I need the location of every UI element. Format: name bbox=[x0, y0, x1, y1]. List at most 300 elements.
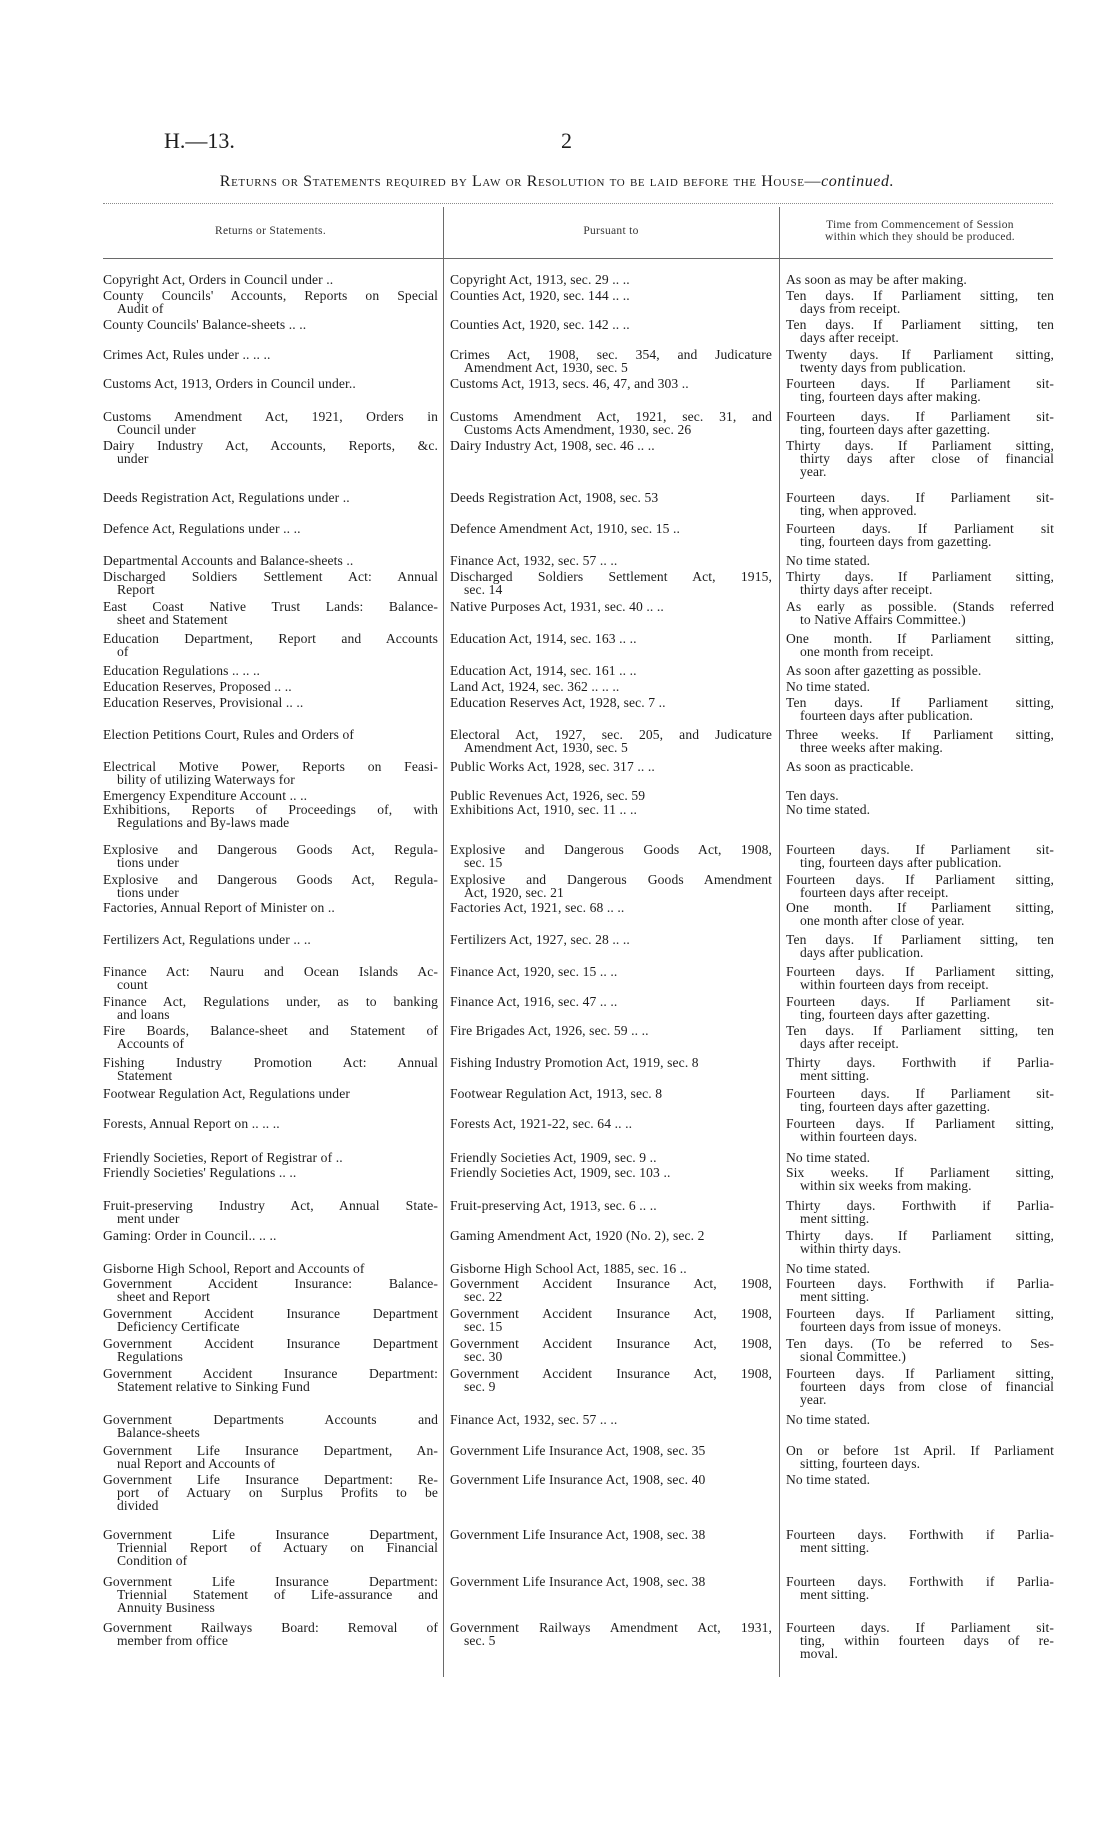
returns-cell bbox=[103, 273, 438, 286]
cell-line: No time stated. bbox=[786, 1261, 871, 1276]
time-cell bbox=[786, 377, 1054, 403]
cell-line: Dairy Industry Act, 1908, sec. 46 .. .. bbox=[450, 438, 655, 453]
cell-line: Government Life Insurance Department: bbox=[103, 1574, 438, 1589]
returns-cell bbox=[103, 965, 438, 991]
pursuant-cell bbox=[450, 600, 772, 613]
returns-cell bbox=[103, 570, 438, 596]
time-cell bbox=[786, 1367, 1054, 1407]
returns-cell bbox=[103, 1199, 438, 1225]
pursuant-cell bbox=[450, 348, 772, 374]
cell-line: sec. 30 bbox=[464, 1349, 503, 1365]
time-cell bbox=[786, 995, 1054, 1021]
cell-line: within fourteen days. bbox=[800, 1129, 918, 1145]
time-cell bbox=[786, 1473, 1054, 1486]
cell-line: sec. 15 bbox=[464, 1319, 503, 1335]
time-cell bbox=[786, 1117, 1054, 1143]
cell-line: three weeks after making. bbox=[800, 740, 943, 756]
cell-line: ment sitting. bbox=[800, 1587, 870, 1603]
pursuant-cell bbox=[450, 1117, 772, 1130]
cell-line: Explosive and Dangerous Goods Act, 1908, bbox=[450, 842, 772, 857]
cell-line: Fertilizers Act, Regulations under .. .. bbox=[103, 932, 311, 947]
cell-line: Triennial Statement of Life-assurance and bbox=[117, 1587, 438, 1603]
returns-cell bbox=[103, 377, 438, 390]
returns-cell bbox=[103, 1307, 438, 1333]
returns-cell bbox=[103, 600, 438, 626]
cell-line: Dairy Industry Act, Accounts, Reports, &c. bbox=[103, 438, 438, 453]
cell-line: ting, fourteen days after gazetting. bbox=[800, 1099, 991, 1115]
cell-line: Public Revenues Act, 1926, sec. 59 bbox=[450, 788, 646, 803]
cell-line: Emergency Expenditure Account .. .. bbox=[103, 788, 308, 803]
cell-line: Crimes Act, Rules under .. .. .. bbox=[103, 347, 271, 362]
cell-line: Finance Act: Nauru and Ocean Islands Ac- bbox=[103, 964, 438, 979]
time-cell bbox=[786, 1277, 1054, 1303]
time-cell bbox=[786, 632, 1054, 658]
returns-cell bbox=[103, 632, 438, 658]
pursuant-cell bbox=[450, 1307, 772, 1333]
pursuant-cell bbox=[450, 873, 772, 899]
cell-line: days after receipt. bbox=[800, 330, 899, 346]
returns-cell bbox=[103, 1528, 438, 1568]
cell-line: No time stated. bbox=[786, 1150, 871, 1165]
cell-line: Fourteen days. If Parliament sit bbox=[786, 521, 1054, 536]
returns-cell bbox=[103, 289, 438, 315]
pursuant-cell bbox=[450, 680, 772, 693]
cell-line: Customs Act, 1913, Orders in Council under.. bbox=[103, 376, 356, 391]
cell-line: Fishing Industry Promotion Act, 1919, sec. 8 bbox=[450, 1055, 699, 1070]
cell-line: tions under bbox=[117, 885, 179, 901]
cell-line: Customs Acts Amendment, 1930, sec. 26 bbox=[464, 422, 692, 438]
cell-line: Finance Act, 1916, sec. 47 .. .. bbox=[450, 994, 618, 1009]
returns-cell bbox=[103, 1575, 438, 1615]
cell-line: Education Act, 1914, sec. 163 .. .. bbox=[450, 631, 637, 646]
cell-line: Explosive and Dangerous Goods Amendment bbox=[450, 872, 772, 887]
pursuant-cell bbox=[450, 1444, 772, 1457]
cell-line: Fire Boards, Balance-sheet and Statement of bbox=[103, 1023, 438, 1038]
cell-line: Copyright Act, Orders in Council under .. bbox=[103, 272, 334, 287]
cell-line: fourteen days after publication. bbox=[800, 708, 974, 724]
pursuant-cell bbox=[450, 522, 772, 535]
cell-line: member from office bbox=[117, 1633, 229, 1649]
time-cell bbox=[786, 273, 1054, 286]
cell-line: ment sitting. bbox=[800, 1289, 870, 1305]
cell-line: East Coast Native Trust Lands: Balance- bbox=[103, 599, 438, 614]
cell-line: No time stated. bbox=[786, 1472, 871, 1487]
time-cell bbox=[786, 1621, 1054, 1661]
cell-line: Fourteen days. If Parliament sit- bbox=[786, 376, 1054, 391]
cell-line: Forests Act, 1921-22, sec. 64 .. .. bbox=[450, 1116, 633, 1131]
cell-line: Government Life Insurance Act, 1908, sec. 38 bbox=[450, 1574, 706, 1589]
page-title-main: Returns or Statements required by Law or Resolution to be laid before the House— bbox=[219, 173, 822, 190]
column-header-pursuant: Pursuant to bbox=[583, 225, 639, 237]
cell-line: Thirty days. If Parliament sitting, bbox=[786, 438, 1054, 453]
cell-line: fourteen days after receipt. bbox=[800, 885, 949, 901]
cell-line: Fourteen days. If Parliament sitting, bbox=[786, 1116, 1054, 1131]
returns-cell bbox=[103, 696, 438, 709]
cell-line: No time stated. bbox=[786, 802, 871, 817]
time-cell bbox=[786, 843, 1054, 869]
cell-line: Friendly Societies Act, 1909, sec. 103 .. bbox=[450, 1165, 671, 1180]
time-cell bbox=[786, 1528, 1054, 1554]
cell-line: ting, fourteen days from gazetting. bbox=[800, 534, 992, 550]
cell-line: Regulations bbox=[117, 1349, 184, 1365]
cell-line: Departmental Accounts and Balance-sheets .. bbox=[103, 553, 354, 568]
cell-line: On or before 1st April. If Parliament bbox=[786, 1443, 1054, 1458]
cell-line: thirty days after close of financial bbox=[800, 451, 1054, 467]
pursuant-cell bbox=[450, 1575, 772, 1588]
time-cell bbox=[786, 789, 1054, 802]
cell-line: Thirty days. If Parliament sitting, bbox=[786, 1228, 1054, 1243]
cell-line: ting, fourteen days after making. bbox=[800, 389, 981, 405]
cell-line: Finance Act, 1932, sec. 57 .. .. bbox=[450, 1412, 618, 1427]
cell-line: Government Accident Insurance: Balance- bbox=[103, 1276, 438, 1291]
cell-line: to Native Affairs Committee.) bbox=[800, 612, 966, 628]
time-cell bbox=[786, 901, 1054, 927]
cell-line: Accounts of bbox=[117, 1036, 185, 1052]
time-cell bbox=[786, 664, 1054, 677]
cell-line: Act, 1920, sec. 21 bbox=[464, 885, 564, 901]
cell-line: Exhibitions, Reports of Proceedings of, with bbox=[103, 802, 438, 817]
cell-line: Statement relative to Sinking Fund bbox=[117, 1379, 310, 1395]
time-cell bbox=[786, 1166, 1054, 1192]
cell-line: Council under bbox=[117, 422, 196, 438]
pursuant-cell bbox=[450, 728, 772, 754]
cell-line: sitting, fourteen days. bbox=[800, 1456, 921, 1472]
cell-line: Education Act, 1914, sec. 161 .. .. bbox=[450, 663, 637, 678]
pursuant-cell bbox=[450, 789, 772, 802]
pursuant-cell bbox=[450, 554, 772, 567]
time-cell bbox=[786, 728, 1054, 754]
time-cell bbox=[786, 570, 1054, 596]
cell-line: Ten days. If Parliament sitting, ten bbox=[786, 1023, 1054, 1038]
cell-line: bility of utilizing Waterways for bbox=[117, 772, 295, 788]
cell-line: Deeds Registration Act, Regulations under .. bbox=[103, 490, 350, 505]
cell-line: Statement bbox=[117, 1068, 173, 1084]
cell-line: divided bbox=[117, 1498, 159, 1514]
returns-cell bbox=[103, 1262, 438, 1275]
time-cell bbox=[786, 1229, 1054, 1255]
cell-line: Customs Amendment Act, 1921, Orders in bbox=[103, 409, 438, 424]
cell-line: Government Life Insurance Act, 1908, sec. 40 bbox=[450, 1472, 706, 1487]
pursuant-cell bbox=[450, 289, 772, 302]
cell-line: Counties Act, 1920, sec. 144 .. .. bbox=[450, 288, 630, 303]
pursuant-cell bbox=[450, 1337, 772, 1363]
cell-line: Government Railways Board: Removal of bbox=[103, 1620, 438, 1635]
cell-line: fourteen days from issue of moneys. bbox=[800, 1319, 1002, 1335]
returns-cell bbox=[103, 995, 438, 1021]
cell-line: days after receipt. bbox=[800, 1036, 899, 1052]
cell-line: ment sitting. bbox=[800, 1540, 870, 1556]
cell-line: nual Report and Accounts of bbox=[117, 1456, 276, 1472]
returns-cell bbox=[103, 901, 438, 914]
cell-line: Customs Act, 1913, secs. 46, 47, and 303 .. bbox=[450, 376, 689, 391]
cell-line: Fourteen days. If Parliament sitting, bbox=[786, 964, 1054, 979]
cell-line: one month from receipt. bbox=[800, 644, 934, 660]
page-title bbox=[0, 173, 1114, 191]
cell-line: Fishing Industry Promotion Act: Annual bbox=[103, 1055, 438, 1070]
cell-line: Government Accident Insurance Act, 1908, bbox=[450, 1276, 772, 1291]
cell-line: year. bbox=[800, 1392, 827, 1408]
cell-line: Ten days. If Parliament sitting, ten bbox=[786, 932, 1054, 947]
column-divider-2 bbox=[779, 207, 780, 1677]
cell-line: Government Accident Insurance Department bbox=[103, 1336, 438, 1351]
returns-cell bbox=[103, 760, 438, 786]
pursuant-cell bbox=[450, 1229, 772, 1242]
returns-cell bbox=[103, 1229, 438, 1242]
cell-line: tions under bbox=[117, 855, 179, 871]
pursuant-cell bbox=[450, 1151, 772, 1164]
cell-line: Government Accident Insurance Act, 1908, bbox=[450, 1336, 772, 1351]
cell-line: Ten days. bbox=[786, 788, 839, 803]
pursuant-cell bbox=[450, 377, 772, 390]
cell-line: Exhibitions Act, 1910, sec. 11 .. .. bbox=[450, 802, 637, 817]
cell-line: Education Reserves, Proposed .. .. bbox=[103, 679, 292, 694]
cell-line: One month. If Parliament sitting, bbox=[786, 900, 1054, 915]
pursuant-cell bbox=[450, 491, 772, 504]
column-divider-1 bbox=[443, 207, 444, 1677]
pursuant-cell bbox=[450, 1277, 772, 1303]
time-cell bbox=[786, 410, 1054, 436]
cell-line: Government Accident Insurance Act, 1908, bbox=[450, 1306, 772, 1321]
cell-line: Fourteen days. If Parliament sit- bbox=[786, 1086, 1054, 1101]
pursuant-cell bbox=[450, 1367, 772, 1393]
returns-cell bbox=[103, 1444, 438, 1470]
cell-line: As soon as may be after making. bbox=[786, 272, 967, 287]
cell-line: Friendly Societies' Regulations .. .. bbox=[103, 1165, 297, 1180]
pursuant-cell bbox=[450, 1473, 772, 1486]
cell-line: Education Reserves, Provisional .. .. bbox=[103, 695, 304, 710]
cell-line: Government Life Insurance Department, An- bbox=[103, 1443, 438, 1458]
pursuant-cell bbox=[450, 995, 772, 1008]
pursuant-cell bbox=[450, 1056, 772, 1069]
cell-line: days from receipt. bbox=[800, 301, 901, 317]
returns-cell bbox=[103, 680, 438, 693]
cell-line: Fourteen days. If Parliament sitting, bbox=[786, 872, 1054, 887]
returns-cell bbox=[103, 1473, 438, 1513]
time-cell bbox=[786, 522, 1054, 548]
column-header-returns: Returns or Statements. bbox=[214, 225, 327, 237]
pursuant-cell bbox=[450, 439, 772, 452]
returns-cell bbox=[103, 843, 438, 869]
cell-line: ting, fourteen days after gazetting. bbox=[800, 1007, 991, 1023]
returns-cell bbox=[103, 1117, 438, 1130]
pursuant-cell bbox=[450, 1621, 772, 1647]
cell-line: ting, fourteen days after publication. bbox=[800, 855, 1002, 871]
cell-line: within six weeks from making. bbox=[800, 1178, 972, 1194]
cell-line: Fourteen days. If Parliament sit- bbox=[786, 490, 1054, 505]
pursuant-cell bbox=[450, 696, 772, 709]
cell-line: Amendment Act, 1930, sec. 5 bbox=[464, 360, 628, 376]
time-cell bbox=[786, 439, 1054, 479]
cell-line: As soon after gazetting as possible. bbox=[786, 663, 982, 678]
cell-line: Government Departments Accounts and bbox=[103, 1412, 438, 1427]
cell-line: sheet and Report bbox=[117, 1289, 210, 1305]
pursuant-cell bbox=[450, 273, 772, 286]
cell-line: Ten days. If Parliament sitting, ten bbox=[786, 317, 1054, 332]
cell-line: Annuity Business bbox=[117, 1600, 215, 1616]
page-number: 2 bbox=[561, 128, 572, 153]
cell-line: Land Act, 1924, sec. 362 .. .. .. bbox=[450, 679, 620, 694]
cell-line: No time stated. bbox=[786, 553, 871, 568]
time-cell bbox=[786, 1262, 1054, 1275]
time-cell bbox=[786, 1444, 1054, 1470]
cell-line: Fourteen days. Forthwith if Parlia- bbox=[786, 1527, 1054, 1542]
cell-line: Three weeks. If Parliament sitting, bbox=[786, 727, 1054, 742]
cell-line: Explosive and Dangerous Goods Act, Regula- bbox=[103, 842, 438, 857]
time-cell bbox=[786, 600, 1054, 626]
returns-cell bbox=[103, 1277, 438, 1303]
cell-line: Audit of bbox=[117, 301, 164, 317]
cell-line: Friendly Societies, Report of Registrar of .. bbox=[103, 1150, 343, 1165]
cell-line: Footwear Regulation Act, 1913, sec. 8 bbox=[450, 1086, 663, 1101]
cell-line: port of Actuary on Surplus Profits to be bbox=[117, 1485, 438, 1501]
cell-line: ment sitting. bbox=[800, 1068, 870, 1084]
cell-line: County Councils' Balance-sheets .. .. bbox=[103, 317, 307, 332]
returns-cell bbox=[103, 522, 438, 535]
cell-line: Thirty days. Forthwith if Parlia- bbox=[786, 1198, 1054, 1213]
time-cell bbox=[786, 1337, 1054, 1363]
cell-line: within thirty days. bbox=[800, 1241, 902, 1257]
cell-line: fourteen days from close of financial bbox=[800, 1379, 1054, 1395]
cell-line: Native Purposes Act, 1931, sec. 40 .. .. bbox=[450, 599, 664, 614]
returns-cell bbox=[103, 1367, 438, 1393]
column-header-time bbox=[786, 219, 1054, 243]
time-cell bbox=[786, 348, 1054, 374]
cell-line: Condition of bbox=[117, 1553, 188, 1569]
cell-line: One month. If Parliament sitting, bbox=[786, 631, 1054, 646]
cell-line: Crimes Act, 1908, sec. 354, and Judicature bbox=[450, 347, 772, 362]
cell-line: Finance Act, 1932, sec. 57 .. .. bbox=[450, 553, 618, 568]
cell-line: Education Reserves Act, 1928, sec. 7 .. bbox=[450, 695, 666, 710]
cell-line: thirty days after receipt. bbox=[800, 582, 933, 598]
cell-line: No time stated. bbox=[786, 1412, 871, 1427]
cell-line: sec. 14 bbox=[464, 582, 503, 598]
time-cell bbox=[786, 680, 1054, 693]
cell-line: Report bbox=[117, 582, 155, 598]
cell-line: As early as possible. (Stands referred bbox=[786, 599, 1054, 614]
cell-line: Government Life Insurance Act, 1908, sec. 38 bbox=[450, 1527, 706, 1542]
cell-line: Ten days. (To be referred to Ses- bbox=[786, 1336, 1054, 1351]
pursuant-cell bbox=[450, 1166, 772, 1179]
cell-line: Government Accident Insurance Department: bbox=[103, 1366, 438, 1381]
cell-line: Regulations and By-laws made bbox=[117, 815, 290, 831]
cell-line: Factories, Annual Report of Minister on .. bbox=[103, 900, 335, 915]
pursuant-cell bbox=[450, 803, 772, 816]
cell-line: Factories Act, 1921, sec. 68 .. .. bbox=[450, 900, 625, 915]
column-header-time-line2: within which they should be produced. bbox=[825, 231, 1015, 243]
returns-cell bbox=[103, 933, 438, 946]
cell-line: Amendment Act, 1930, sec. 5 bbox=[464, 740, 628, 756]
cell-line: Finance Act, Regulations under, as to banking bbox=[103, 994, 438, 1009]
time-cell bbox=[786, 965, 1054, 991]
pursuant-cell bbox=[450, 901, 772, 914]
returns-cell bbox=[103, 1087, 438, 1100]
pursuant-cell bbox=[450, 843, 772, 869]
returns-cell bbox=[103, 410, 438, 436]
cell-line: ting, fourteen days after gazetting. bbox=[800, 422, 991, 438]
returns-cell bbox=[103, 1621, 438, 1647]
cell-line: Discharged Soldiers Settlement Act, 1915, bbox=[450, 569, 772, 584]
cell-line: Defence Amendment Act, 1910, sec. 15 .. bbox=[450, 521, 681, 536]
time-cell bbox=[786, 1199, 1054, 1225]
cell-line: year. bbox=[800, 464, 827, 480]
cell-line: Deficiency Certificate bbox=[117, 1319, 240, 1335]
time-cell bbox=[786, 760, 1054, 773]
cell-line: Gaming Amendment Act, 1920 (No. 2), sec. 2 bbox=[450, 1228, 705, 1243]
returns-cell bbox=[103, 873, 438, 899]
cell-line: Fourteen days. If Parliament sitting, bbox=[786, 1366, 1054, 1381]
pursuant-cell bbox=[450, 632, 772, 645]
returns-cell bbox=[103, 664, 438, 677]
pursuant-cell bbox=[450, 1528, 772, 1541]
cell-line: sec. 5 bbox=[464, 1633, 496, 1649]
cell-line: Election Petitions Court, Rules and Orders of bbox=[103, 727, 355, 742]
cell-line: under bbox=[117, 451, 149, 467]
cell-line: Fourteen days. If Parliament sitting, bbox=[786, 1306, 1054, 1321]
cell-line: sheet and Statement bbox=[117, 612, 228, 628]
cell-line: Explosive and Dangerous Goods Act, Regula- bbox=[103, 872, 438, 887]
cell-line: Government Life Insurance Department: Re- bbox=[103, 1472, 438, 1487]
returns-cell bbox=[103, 1337, 438, 1363]
cell-line: ting, within fourteen days of re- bbox=[800, 1633, 1054, 1649]
returns-cell bbox=[103, 554, 438, 567]
time-cell bbox=[786, 289, 1054, 315]
pursuant-cell bbox=[450, 1024, 772, 1037]
cell-line: Government Railways Amendment Act, 1931, bbox=[450, 1620, 772, 1635]
cell-line: Fourteen days. Forthwith if Parlia- bbox=[786, 1574, 1054, 1589]
cell-line: Ten days. If Parliament sitting, ten bbox=[786, 288, 1054, 303]
returns-cell bbox=[103, 439, 438, 465]
time-cell bbox=[786, 1151, 1054, 1164]
cell-line: Education Department, Report and Accounts bbox=[103, 631, 438, 646]
time-cell bbox=[786, 933, 1054, 959]
column-header-time-line1: Time from Commencement of Session bbox=[826, 219, 1014, 231]
returns-cell bbox=[103, 728, 438, 741]
cell-line: Customs Amendment Act, 1921, sec. 31, and bbox=[450, 409, 772, 424]
pursuant-cell bbox=[450, 1087, 772, 1100]
cell-line: No time stated. bbox=[786, 679, 871, 694]
pursuant-cell bbox=[450, 1199, 772, 1212]
cell-line: twenty days from publication. bbox=[800, 360, 966, 376]
cell-line: Six weeks. If Parliament sitting, bbox=[786, 1165, 1054, 1180]
cell-line: one month after close of year. bbox=[800, 913, 965, 929]
cell-line: within fourteen days from receipt. bbox=[800, 977, 989, 993]
cell-line: Counties Act, 1920, sec. 142 .. .. bbox=[450, 317, 630, 332]
cell-line: Forests, Annual Report on .. .. .. bbox=[103, 1116, 280, 1131]
cell-line: Twenty days. If Parliament sitting, bbox=[786, 347, 1054, 362]
cell-line: Government Life Insurance Department, bbox=[103, 1527, 438, 1542]
cell-line: Finance Act, 1920, sec. 15 .. .. bbox=[450, 964, 618, 979]
time-cell bbox=[786, 1307, 1054, 1333]
cell-line: ment under bbox=[117, 1211, 180, 1227]
cell-line: Fertilizers Act, 1927, sec. 28 .. .. bbox=[450, 932, 630, 947]
cell-line: ment sitting. bbox=[800, 1211, 870, 1227]
returns-cell bbox=[103, 789, 438, 802]
cell-line: Fourteen days. If Parliament sit- bbox=[786, 842, 1054, 857]
time-cell bbox=[786, 1413, 1054, 1426]
cell-line: Footwear Regulation Act, Regulations under bbox=[103, 1086, 350, 1101]
cell-line: As soon as practicable. bbox=[786, 759, 914, 774]
returns-cell bbox=[103, 1024, 438, 1050]
cell-line: Defence Act, Regulations under .. .. bbox=[103, 521, 301, 536]
header-top-rule bbox=[103, 203, 1053, 204]
cell-line: Ten days. If Parliament sitting, bbox=[786, 695, 1054, 710]
cell-line: Discharged Soldiers Settlement Act: Annual bbox=[103, 569, 438, 584]
cell-line: Fruit-preserving Act, 1913, sec. 6 .. .. bbox=[450, 1198, 657, 1213]
page-title-continued: continued. bbox=[821, 173, 895, 190]
time-cell bbox=[786, 554, 1054, 567]
cell-line: Fourteen days. If Parliament sit- bbox=[786, 409, 1054, 424]
cell-line: Friendly Societies Act, 1909, sec. 9 .. bbox=[450, 1150, 657, 1165]
